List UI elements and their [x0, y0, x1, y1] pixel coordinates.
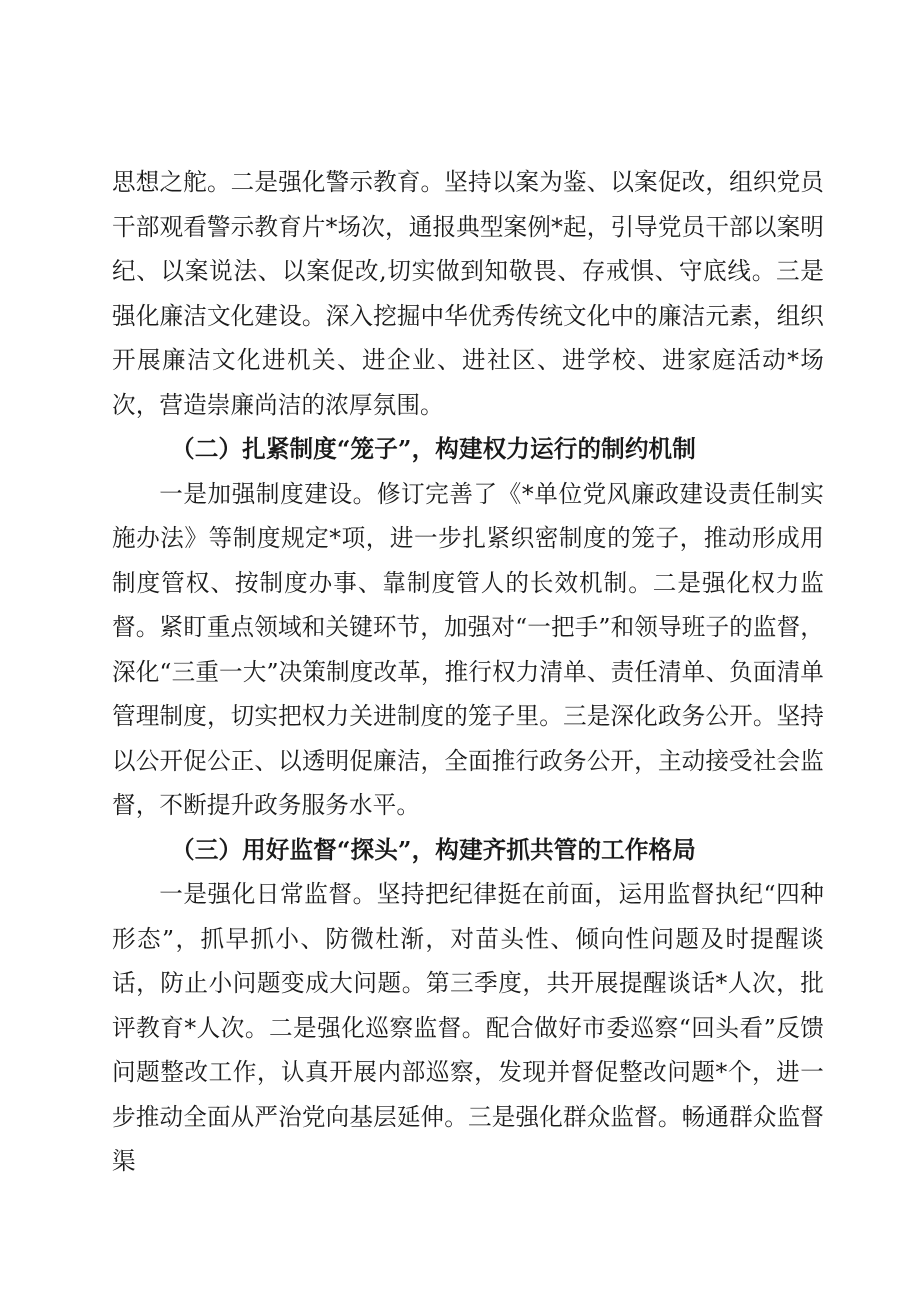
body-paragraph-2: 一是加强制度建设。修订完善了《*单位党风廉政建设责任制实施办法》等制度规定*项，进一步扎紧织密制度的笼子，推动形成用制度管权、按制度办事、靠制度管人的长效机制。二是强化权力监督。紧盯重点领域和关键环节，加强对“一把手”和领导班子的监督，深化“三重一大”决策制度改革，推行权力清单、责任清单、负面清单管理制度，切实把权力关进制度的笼子里。三是深化政务公开。坚持以公开促公正、以透明促廉洁，全面推行政务公开，主动接受社会监督，不断提升政务服务水平。 — [112, 479, 824, 819]
section-heading-3: （三）用好监督“探头”，构建齐抓共管的工作格局 — [171, 835, 696, 864]
document-body — [112, 160, 824, 1184]
body-paragraph-3: 一是强化日常监督。坚持把纪律挺在前面，运用监督执纪“四种形态”，抓早抓小、防微杜渐，对苗头性、倾向性问题及时提醒谈话，防止小问题变成大问题。第三季度，共开展提醒谈话*人次，批评教育*人次。二是强化巡察监督。配合做好市委巡察“回头看”反馈问题整改工作，认真开展内部巡察，发现并督促整改问题*个，进一步推动全面从严治党向基层延伸。三是强化群众监督。畅通群众监督渠 — [112, 880, 824, 1175]
body-paragraph-1: 思想之舵。二是强化警示教育。坚持以案为鉴、以案促改，组织党员干部观看警示教育片*场次，通报典型案例*起，引导党员干部以案明纪、以案说法、以案促改,切实做到知敬畏、存戒惧、守底线。三是强化廉洁文化建设。深入挖掘中华优秀传统文化中的廉洁元素，组织开展廉洁文化进机关、进企业、进社区、进学校、进家庭活动*场次，营造崇廉尚洁的浓厚氛围。 — [112, 168, 824, 419]
section-heading-2: （二）扎紧制度“笼子”，构建权力运行的制约机制 — [171, 435, 696, 463]
